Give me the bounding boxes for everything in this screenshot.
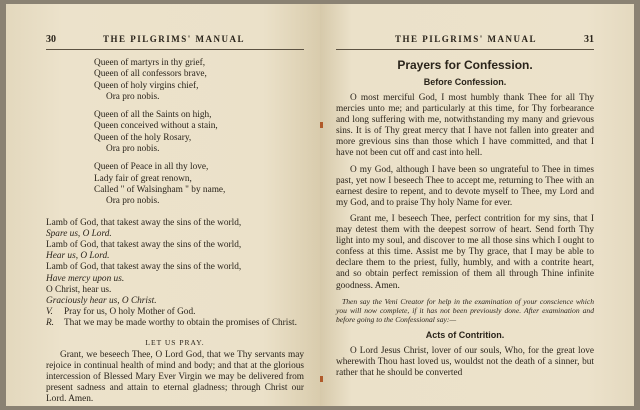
verse xyxy=(94,162,304,207)
response-mark: R. xyxy=(46,318,55,329)
right-page-number: 31 xyxy=(583,34,594,45)
response xyxy=(46,318,304,329)
litany-response: Spare us, O Lord. xyxy=(46,228,112,239)
closing-prayer: Grant, we beseech Thee, O Lord God, that we Thy servants may rejoice in continual health of mind and body; and that at the glorious intercession of Blessed Mary Ever Virgin we may be delivered from present sadness and attain to eternal gladness; through Christ our Lord. Amen. xyxy=(46,349,304,404)
left-page-number: 30 xyxy=(46,34,56,45)
rubric-note: Then say the Veni Creator for help in the examination of your conscience which you will now complete, if it has not been previously done. After examination and before going to the Confessional say:— xyxy=(336,296,594,324)
section-title: Prayers for Confession. xyxy=(397,58,533,72)
verse-line: Called " of Walsingham " by name, xyxy=(94,184,226,195)
contrition-paragraph: O Lord Jesus Christ, lover of our souls, Who, for the great love wherewith Thou hast loved us, wouldst not the death of a sinner, but rather that he should be converted xyxy=(336,345,594,378)
litany-response: Have mercy upon us. xyxy=(46,273,125,284)
left-running-head xyxy=(46,34,304,50)
litany-line: Lamb of God, that takest away the sins of the world, xyxy=(46,217,242,228)
verse-line: Queen of the holy Rosary, xyxy=(94,132,192,143)
prayer-paragraph: Grant me, I beseech Thee, perfect contrition for my sins, that I may detest them with the deepest sorrow of heart. Send forth Thy light into my soul, and discover to me all those sins which I ought to confess at this time. Assist me by Thy grace, that I may be able to declare them to the priest, fully, humbly, and with a contrite heart, and so obtain perfect remission of them all through Thine infinite goodness. Amen. xyxy=(336,213,594,291)
let-us-pray-heading: LET US PRAY. xyxy=(145,337,205,347)
verse-line: Queen of martyrs in thy grief, xyxy=(94,58,206,68)
left-page xyxy=(6,4,320,406)
verse xyxy=(94,110,304,155)
verse-line: Lady fair of great renown, xyxy=(94,173,192,184)
litany xyxy=(46,218,304,330)
response-text: That we may be made worthy to obtain the promises of Christ. xyxy=(64,318,297,329)
book-spread xyxy=(6,4,634,406)
left-running-title: THE PILGRIMS' MANUAL xyxy=(102,34,245,44)
verse-refrain: Ora pro nobis. xyxy=(106,196,160,207)
verse-line: Queen of all confessors brave, xyxy=(94,69,207,80)
litany-line: Lamb of God, that takest away the sins of the world, xyxy=(46,262,242,273)
verse xyxy=(94,58,304,103)
binding-thread xyxy=(320,122,323,128)
litany-response: Graciously hear us, O Christ. xyxy=(46,295,157,306)
verse-refrain: Ora pro nobis. xyxy=(106,144,160,155)
prayer-paragraph: O my God, although I have been so ungrateful to Thee in times past, yet now I beseech Thee to accept me, returning to Thee with an earnest desire to repent, and to devote myself to Thee, my Lord and my God, and to praise Thy holy Name for ever. xyxy=(336,164,594,208)
versicle-mark: V. xyxy=(46,307,53,318)
verse-refrain: Ora pro nobis. xyxy=(106,91,160,102)
litany-line: Lamb of God, that takest away the sins of the world, xyxy=(46,239,242,250)
binding-thread xyxy=(320,376,323,382)
versicle-text: Pray for us, O holy Mother of God. xyxy=(64,307,196,318)
versicle xyxy=(46,307,304,318)
verse-line: Queen of holy virgins chief, xyxy=(94,80,199,91)
verse-line: Queen of all the Saints on high, xyxy=(94,110,212,121)
litany-response: Hear us, O Lord. xyxy=(46,251,110,262)
section-subtitle-contrition: Acts of Contrition. xyxy=(425,329,505,340)
right-running-head xyxy=(336,34,594,50)
section-subtitle: Before Confession. xyxy=(423,77,507,87)
verse-line: Queen conceived without a stain, xyxy=(94,121,218,132)
right-running-title: THE PILGRIMS' MANUAL xyxy=(394,34,537,44)
right-page xyxy=(320,4,634,406)
prayer-paragraph: O most merciful God, I most humbly thank Thee for all Thy mercies unto me; and particularly at this time, for Thy forbearance and long suffering with me, notwithstanding my many and grievous sins. It is of Thy great mercy that I have not fallen into greater and more grevious sins than those which I have committed, and that I have not been cut off and cast into hell. xyxy=(336,93,594,159)
litany-line: O Christ, hear us. xyxy=(46,284,112,295)
verse-line: Queen of Peace in all thy love, xyxy=(94,162,209,173)
